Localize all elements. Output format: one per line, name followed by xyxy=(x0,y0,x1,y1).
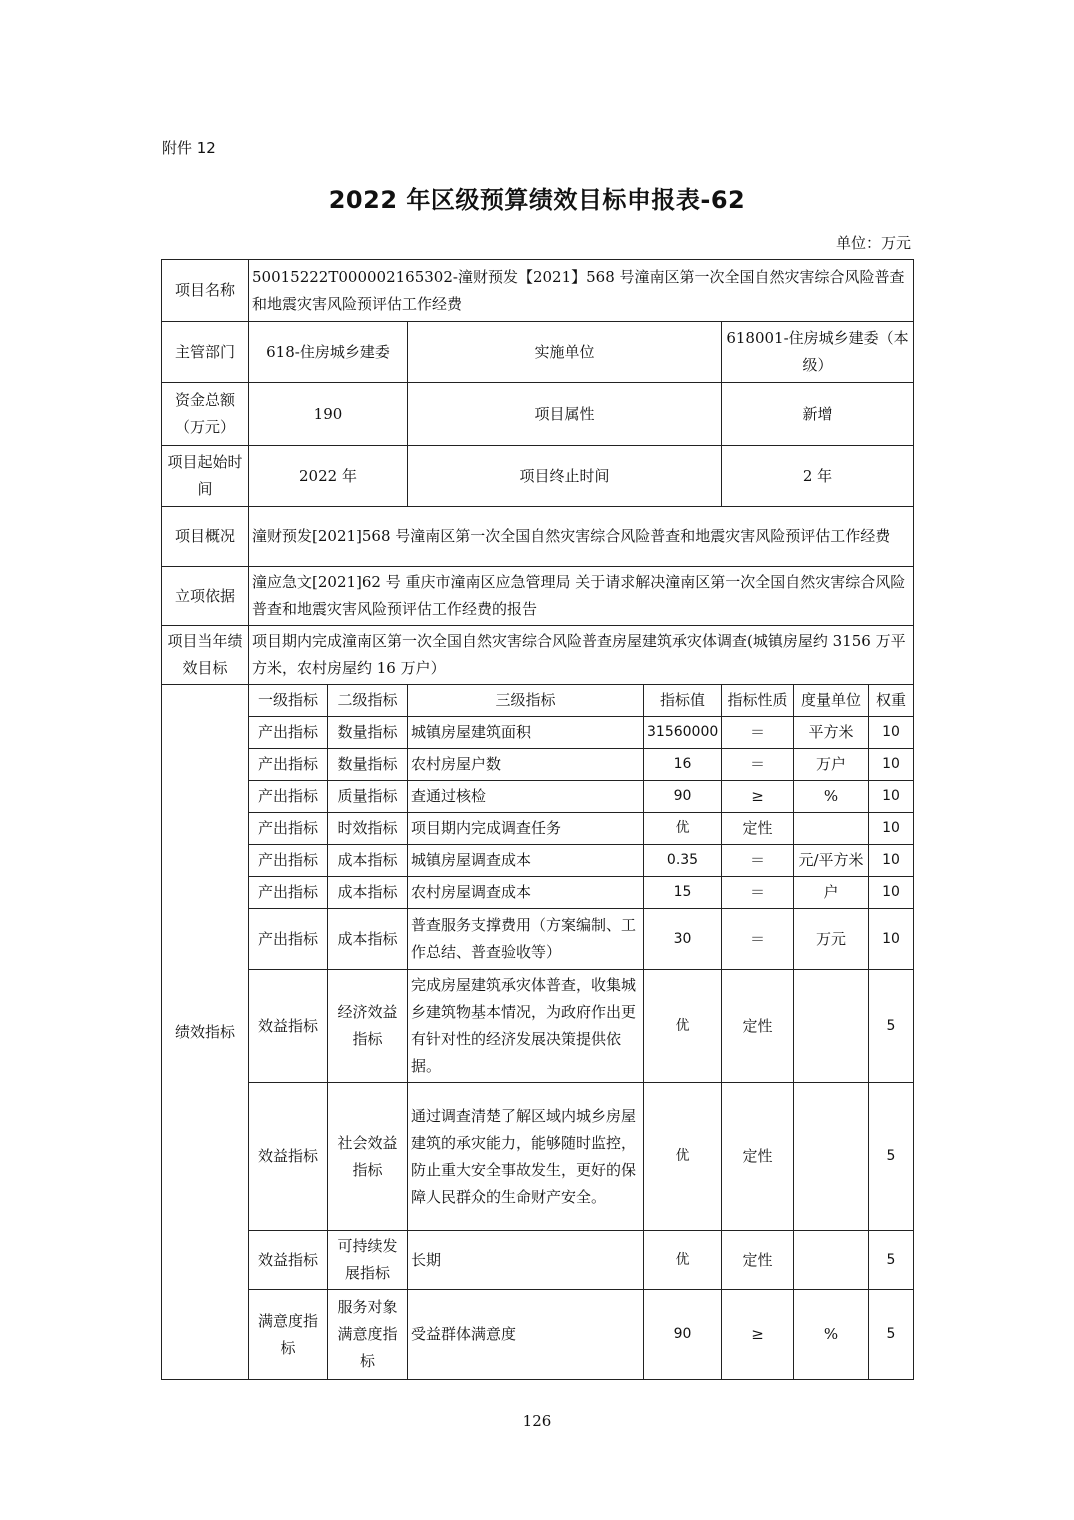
indicator-level1: 效益指标 xyxy=(249,1083,328,1231)
table-row xyxy=(162,970,914,1083)
header-nature: 指标性质 xyxy=(722,685,794,717)
goal-label: 项目当年绩效目标 xyxy=(162,626,249,685)
indicator-nature: 定性 xyxy=(722,970,794,1083)
project-name-value: 50015222T000002165302-潼财预发【2021】568 号潼南区第一次全国自然灾害综合风险普查和地震灾害风险预评估工作经费 xyxy=(249,260,914,322)
indicator-value: 30 xyxy=(644,909,722,970)
indicator-level1: 产出指标 xyxy=(249,813,328,845)
indicator-level3: 农村房屋户数 xyxy=(408,749,644,781)
indicator-level3: 项目期内完成调查任务 xyxy=(408,813,644,845)
indicator-level3: 普查服务支撑费用（方案编制、工作总结、普查验收等） xyxy=(408,909,644,970)
indicator-nature: ≥ xyxy=(722,781,794,813)
indicator-level3: 完成房屋建筑承灾体普查，收集城乡建筑物基本情况，为政府作出更有针对性的经济发展决策提供依据。 xyxy=(408,970,644,1083)
indicator-weight: 10 xyxy=(869,909,914,970)
indicator-level2: 服务对象满意度指标 xyxy=(328,1290,408,1380)
indicator-value: 16 xyxy=(644,749,722,781)
row-time xyxy=(162,446,914,507)
indicator-unit xyxy=(794,970,869,1083)
indicator-level1: 产出指标 xyxy=(249,877,328,909)
row-funds xyxy=(162,383,914,446)
indicator-nature: 定性 xyxy=(722,1231,794,1290)
indicator-weight: 5 xyxy=(869,970,914,1083)
dept-value: 618-住房城乡建委 xyxy=(249,322,408,383)
indicator-weight: 5 xyxy=(869,1231,914,1290)
overview-label: 项目概况 xyxy=(162,507,249,567)
indicator-value: 优 xyxy=(644,813,722,845)
indicator-level3: 查通过核检 xyxy=(408,781,644,813)
header-l1: 一级指标 xyxy=(249,685,328,717)
indicator-level3: 长期 xyxy=(408,1231,644,1290)
indicator-nature: ＝ xyxy=(722,749,794,781)
indicator-unit: 万户 xyxy=(794,749,869,781)
row-project-name xyxy=(162,260,914,322)
indicator-level3: 通过调查清楚了解区域内城乡房屋建筑的承灾能力，能够随时监控，防止重大安全事故发生，更好的保障人民群众的生命财产安全。 xyxy=(408,1083,644,1231)
indicator-value: 15 xyxy=(644,877,722,909)
indicator-level2: 成本指标 xyxy=(328,909,408,970)
indicator-nature: 定性 xyxy=(722,1083,794,1231)
indicator-level3: 城镇房屋建筑面积 xyxy=(408,717,644,749)
header-unit: 度量单位 xyxy=(794,685,869,717)
indicator-level2: 数量指标 xyxy=(328,749,408,781)
indicator-nature: ＝ xyxy=(722,877,794,909)
indicator-level2: 质量指标 xyxy=(328,781,408,813)
indicator-level3: 城镇房屋调查成本 xyxy=(408,845,644,877)
indicator-level1: 产出指标 xyxy=(249,845,328,877)
header-l3: 三级指标 xyxy=(408,685,644,717)
indicator-level2: 经济效益指标 xyxy=(328,970,408,1083)
indicator-unit xyxy=(794,1231,869,1290)
indicator-level1: 效益指标 xyxy=(249,970,328,1083)
indicator-level2: 成本指标 xyxy=(328,845,408,877)
start-value: 2022 年 xyxy=(249,446,408,507)
indicator-unit xyxy=(794,813,869,845)
header-value: 指标值 xyxy=(644,685,722,717)
impl-label: 实施单位 xyxy=(408,322,722,383)
indicator-level1: 效益指标 xyxy=(249,1231,328,1290)
header-weight: 权重 xyxy=(869,685,914,717)
table-row xyxy=(162,749,914,781)
indicator-value: 90 xyxy=(644,1290,722,1380)
indicator-weight: 5 xyxy=(869,1290,914,1380)
row-dept xyxy=(162,322,914,383)
indicator-value: 优 xyxy=(644,1231,722,1290)
indicator-nature: ＝ xyxy=(722,909,794,970)
indicator-level1: 产出指标 xyxy=(249,781,328,813)
indicator-value: 0.35 xyxy=(644,845,722,877)
indicator-level3: 农村房屋调查成本 xyxy=(408,877,644,909)
indicator-weight: 10 xyxy=(869,749,914,781)
table-row xyxy=(162,813,914,845)
table-row xyxy=(162,717,914,749)
basis-label: 立项依据 xyxy=(162,567,249,626)
indicator-unit: 户 xyxy=(794,877,869,909)
indicator-level1: 产出指标 xyxy=(249,717,328,749)
indicator-weight: 10 xyxy=(869,845,914,877)
attr-label: 项目属性 xyxy=(408,383,722,446)
table-row xyxy=(162,781,914,813)
row-goal xyxy=(162,626,914,685)
indicator-weight: 10 xyxy=(869,813,914,845)
indicator-level2: 可持续发展指标 xyxy=(328,1231,408,1290)
table-row xyxy=(162,1231,914,1290)
end-label: 项目终止时间 xyxy=(408,446,722,507)
budget-performance-table xyxy=(161,259,914,1380)
indicator-weight: 10 xyxy=(869,781,914,813)
indicator-level3: 受益群体满意度 xyxy=(408,1290,644,1380)
page-number: 126 xyxy=(522,1412,552,1430)
table-row xyxy=(162,1083,914,1231)
row-basis xyxy=(162,567,914,626)
indicator-level1: 产出指标 xyxy=(249,909,328,970)
indicator-weight: 10 xyxy=(869,877,914,909)
indicator-unit: % xyxy=(794,1290,869,1380)
goal-value: 项目期内完成潼南区第一次全国自然灾害综合风险普查房屋建筑承灾体调查(城镇房屋约 3156 万平方米，农村房屋约 16 万户） xyxy=(249,626,914,685)
indicator-value: 优 xyxy=(644,970,722,1083)
indicator-level1: 满意度指标 xyxy=(249,1290,328,1380)
indicator-level1: 产出指标 xyxy=(249,749,328,781)
indicator-nature: ＝ xyxy=(722,717,794,749)
table-row xyxy=(162,909,914,970)
header-l2: 二级指标 xyxy=(328,685,408,717)
overview-value: 潼财预发[2021]568 号潼南区第一次全国自然灾害综合风险普查和地震灾害风险预评估工作经费 xyxy=(249,507,914,567)
table-row xyxy=(162,877,914,909)
dept-label: 主管部门 xyxy=(162,322,249,383)
impl-value: 618001-住房城乡建委（本级） xyxy=(722,322,914,383)
project-name-label: 项目名称 xyxy=(162,260,249,322)
indicator-level2: 数量指标 xyxy=(328,717,408,749)
indicator-nature: 定性 xyxy=(722,813,794,845)
unit-label: 单位：万元 xyxy=(835,234,911,252)
table-row xyxy=(162,1290,914,1380)
basis-value: 潼应急文[2021]62 号 重庆市潼南区应急管理局 关于请求解决潼南区第一次全国自然灾害综合风险普查和地震灾害风险预评估工作经费的报告 xyxy=(249,567,914,626)
indicator-unit: 平方米 xyxy=(794,717,869,749)
indicator-unit: 万元 xyxy=(794,909,869,970)
funds-value: 190 xyxy=(249,383,408,446)
end-value: 2 年 xyxy=(722,446,914,507)
indicator-level2: 社会效益指标 xyxy=(328,1083,408,1231)
indicator-nature: ＝ xyxy=(722,845,794,877)
indicator-unit: 元/平方米 xyxy=(794,845,869,877)
indicator-value: 31560000 xyxy=(644,717,722,749)
indicator-level2: 成本指标 xyxy=(328,877,408,909)
indicator-value: 优 xyxy=(644,1083,722,1231)
funds-label: 资金总额（万元） xyxy=(162,383,249,446)
indicator-value: 90 xyxy=(644,781,722,813)
indicator-weight: 10 xyxy=(869,717,914,749)
indicator-unit xyxy=(794,1083,869,1231)
page-title: 2022 年区级预算绩效目标申报表-62 xyxy=(328,186,746,214)
table-row xyxy=(162,845,914,877)
indicator-nature: ≥ xyxy=(722,1290,794,1380)
attachment-label: 附件 12 xyxy=(162,139,216,157)
indicator-unit: % xyxy=(794,781,869,813)
perf-label: 绩效指标 xyxy=(162,685,249,1380)
start-label: 项目起始时间 xyxy=(162,446,249,507)
row-overview xyxy=(162,507,914,567)
indicator-level2: 时效指标 xyxy=(328,813,408,845)
attr-value: 新增 xyxy=(722,383,914,446)
perf-header-row xyxy=(162,685,914,717)
indicator-weight: 5 xyxy=(869,1083,914,1231)
